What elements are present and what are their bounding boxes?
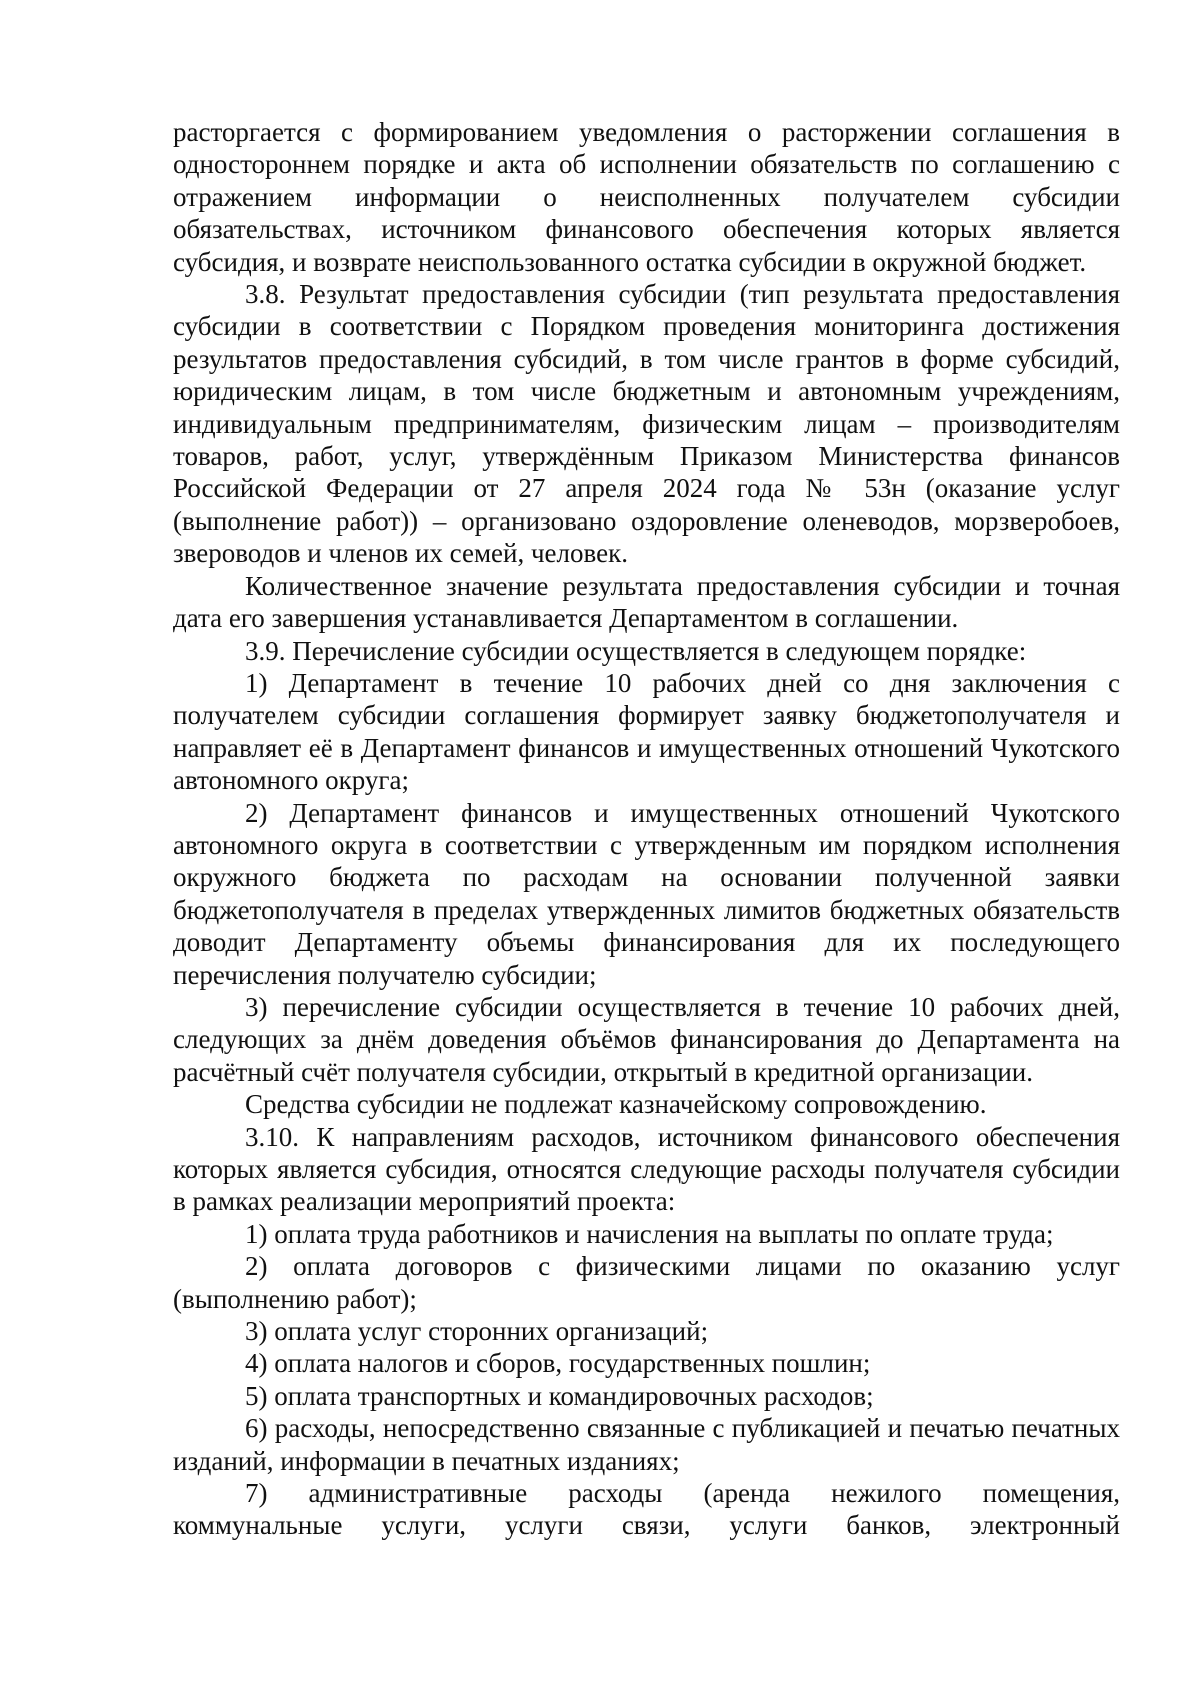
paragraph-3-9: 3.9. Перечисление субсидии осуществляется в следующем порядке: [245, 635, 1027, 666]
list-item-3-10-3: 3) оплата услуг сторонних организаций; [245, 1316, 709, 1347]
list-item-3-10-7: 7) административные расходы (аренда нежилого помещения, коммунальные услуги, услуги связи, услуги банков, электронный [173, 1478, 1120, 1541]
list-item-3-9-3: 3) перечисление субсидии осуществляется в течение 10 рабочих дней, следующих за днём доведения объёмов финансирования до Департамента на расчётный счёт получателя субсидии, открытый в кредитной организации. [173, 991, 1120, 1087]
list-item-3-10-2: 2) оплата договоров с физическими лицами по оказанию услуг (выполнению работ); [173, 1251, 1120, 1314]
paragraph-treasury-support: Средства субсидии не подлежат казначейскому сопровождению. [245, 1089, 987, 1120]
list-item-3-10-1: 1) оплата труда работников и начисления на выплаты по оплате труда; [245, 1218, 1054, 1249]
document-body [173, 116, 1120, 1542]
list-item-3-10-5: 5) оплата транспортных и командировочных расходов; [245, 1380, 874, 1411]
list-item-3-9-2: 2) Департамент финансов и имущественных отношений Чукотского автономного округа в соответствии с утвержденным им порядком исполнения окружного бюджета по расходам на основании полученной заявки бюджетополучателя в пределах утвержденных лимитов бюджетных обязательств доводит Департаменту объемы финансирования для их последующего перечисления получателю субсидии; [173, 797, 1120, 990]
paragraph-3-10: 3.10. К направлениям расходов, источником финансового обеспечения которых является субсидия, относятся следующие расходы получателя субсидии в рамках реализации мероприятий проекта: [173, 1121, 1120, 1217]
list-item-3-9-1: 1) Департамент в течение 10 рабочих дней со дня заключения с получателем субсидии соглашения формирует заявку бюджетополучателя и направляет её в Департамент финансов и имущественных отношений Чукотского автономного округа; [173, 667, 1120, 796]
paragraph-termination: расторгается с формированием уведомления о расторжении соглашения в одностороннем порядке и акта об исполнении обязательств по соглашению с отражением информации о неисполненных получателем субсидии обязательствах, источником финансового обеспечения которых является субсидия, и возврате неиспользованного остатка субсидии в окружной бюджет. [173, 117, 1120, 277]
paragraph-quantitative-value: Количественное значение результата предоставления субсидии и точная дата его завершения устанавливается Департаментом в соглашении. [173, 570, 1120, 634]
paragraph-3-8: 3.8. Результат предоставления субсидии (тип результата предоставления субсидии в соответствии с Порядком проведения мониторинга достижения результатов предоставления субсидий, в том числе грантов в форме субсидий, юридическим лицам, в том числе бюджетным и автономным учреждениям, индивидуальным предпринимателям, физическим лицам – производителям товаров, работ, услуг, утверждённым Приказом Министерства финансов Российской Федерации от 27 апреля 2024 года № 53н (оказание услуг (выполнение работ)) – организовано оздоровление оленеводов, морзверобоев, звероводов и членов их семей, человек. [173, 279, 1120, 569]
list-item-3-10-4: 4) оплата налогов и сборов, государственных пошлин; [245, 1348, 871, 1379]
list-item-3-10-6: 6) расходы, непосредственно связанные с публикацией и печатью печатных изданий, информации в печатных изданиях; [173, 1413, 1120, 1476]
